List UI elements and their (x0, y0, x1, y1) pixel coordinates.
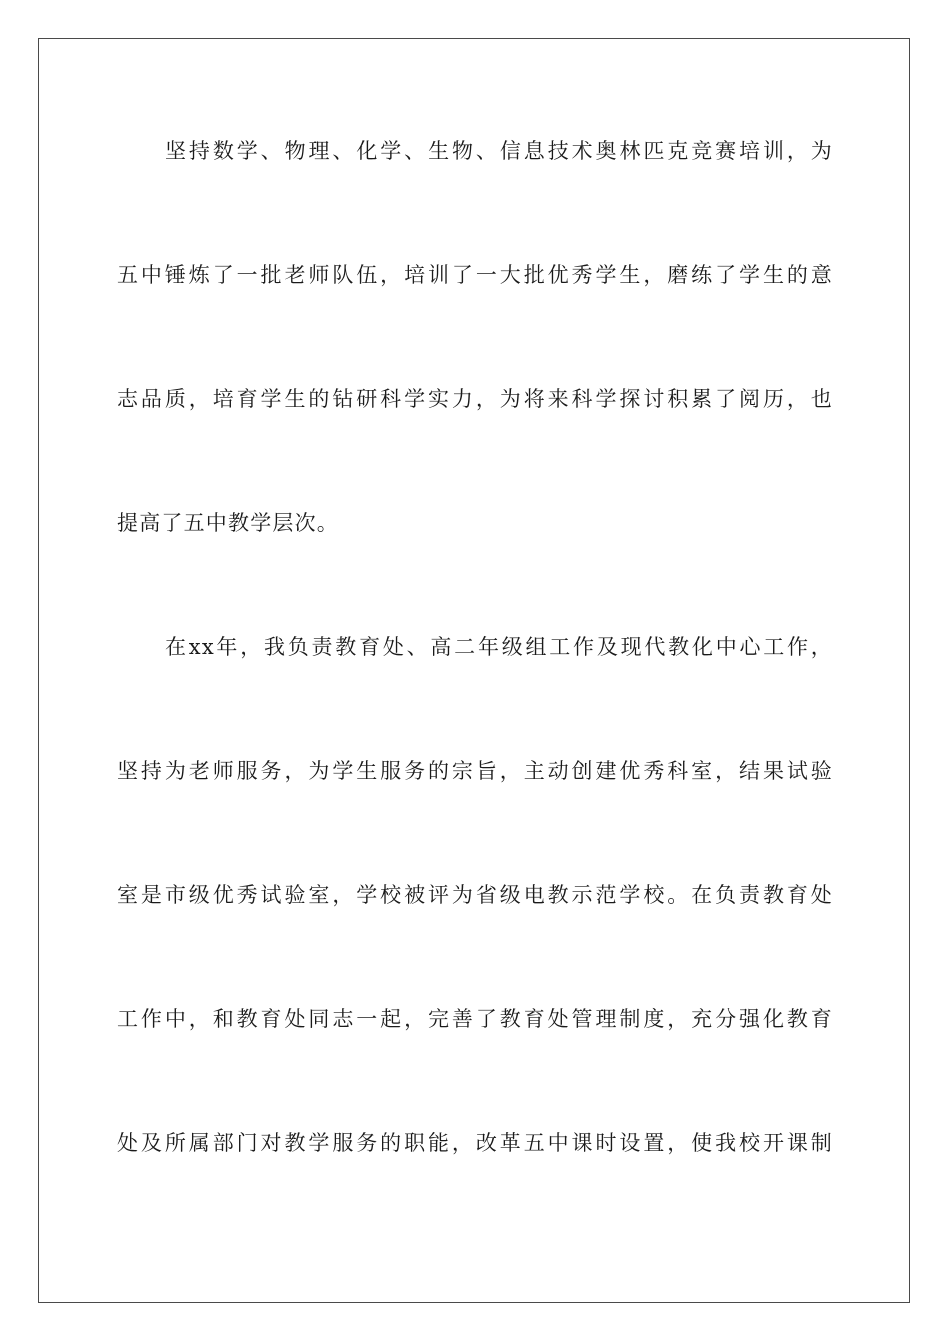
paragraph-1-line-4: 提高了五中教学层次。 (117, 511, 339, 535)
paragraph-1-line-2: 五中锤炼了一批老师队伍，培训了一大批优秀学生，磨练了学生的意 (117, 263, 833, 287)
paragraph-2-line-2: 坚持为老师服务，为学生服务的宗旨，主动创建优秀科室，结果试验 (117, 759, 833, 783)
paragraph-2-line-3: 室是市级优秀试验室，学校被评为省级电教示范学校。在负责教育处 (117, 883, 833, 907)
paragraph-2-line-1: 在xx年，我负责教育处、高二年级组工作及现代教化中心工作， (165, 635, 833, 659)
paragraph-1-line-1: 坚持数学、物理、化学、生物、信息技术奥林匹克竞赛培训，为 (165, 139, 833, 163)
paragraph-2-line-5: 处及所属部门对教学服务的职能，改革五中课时设置，使我校开课制 (117, 1131, 833, 1155)
paragraph-1-line-3: 志品质，培育学生的钻研科学实力，为将来科学探讨积累了阅历，也 (117, 387, 833, 411)
paragraph-2-line-4: 工作中，和教育处同志一起，完善了教育处管理制度，充分强化教育 (117, 1007, 833, 1031)
page-border (38, 38, 910, 1303)
